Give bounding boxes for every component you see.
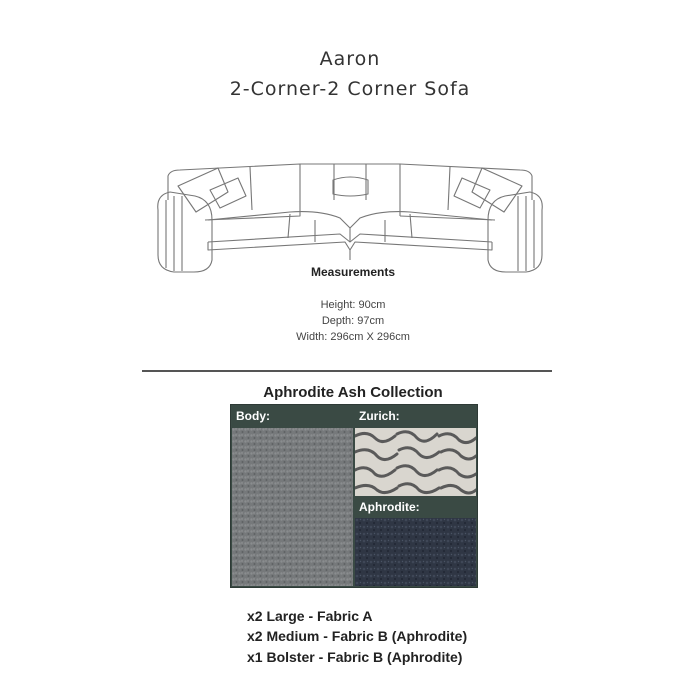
sofa-left-pillow-front bbox=[210, 178, 246, 208]
measurements-heading: Measurements bbox=[310, 265, 396, 279]
swatch-label-zurich: Zurich: bbox=[359, 409, 400, 423]
cushion-spec-bolster: x1 Bolster - Fabric B (Aphrodite) bbox=[247, 649, 463, 665]
cushion-spec-large: x2 Large - Fabric A bbox=[247, 608, 373, 624]
cushion-spec-medium: x2 Medium - Fabric B (Aphrodite) bbox=[247, 628, 468, 644]
measurement-height: Height: 90cm bbox=[320, 299, 386, 311]
sofa-drawing bbox=[150, 150, 550, 275]
sofa-left-back bbox=[168, 164, 300, 220]
swatch-body-fabric bbox=[232, 428, 353, 586]
sofa-corner-pillow bbox=[333, 177, 368, 196]
sofa-seat-top bbox=[208, 212, 492, 228]
sofa-left-pillow-back bbox=[178, 168, 228, 212]
swatch-label-body: Body: bbox=[236, 409, 270, 423]
collection-title: Aphrodite Ash Collection bbox=[263, 384, 443, 401]
measurement-depth: Depth: 97cm bbox=[321, 315, 385, 327]
swatch-zurich-fabric bbox=[355, 428, 476, 496]
sofa-right-back bbox=[400, 164, 532, 220]
product-model: 2-Corner-2 Corner Sofa bbox=[229, 78, 471, 100]
fabric-swatch-panel bbox=[230, 404, 478, 588]
sofa-right-pillow-front bbox=[454, 178, 490, 208]
sofa-right-pillow-back bbox=[472, 168, 522, 212]
swatch-label-aphrodite: Aphrodite: bbox=[359, 500, 420, 514]
sofa-corner-back bbox=[300, 164, 400, 216]
product-name: Aaron bbox=[319, 48, 381, 70]
measurement-width: Width: 296cm X 296cm bbox=[296, 331, 410, 343]
section-divider bbox=[142, 370, 552, 372]
swatch-aphrodite-fabric bbox=[355, 518, 476, 586]
sofa-base bbox=[208, 242, 492, 250]
